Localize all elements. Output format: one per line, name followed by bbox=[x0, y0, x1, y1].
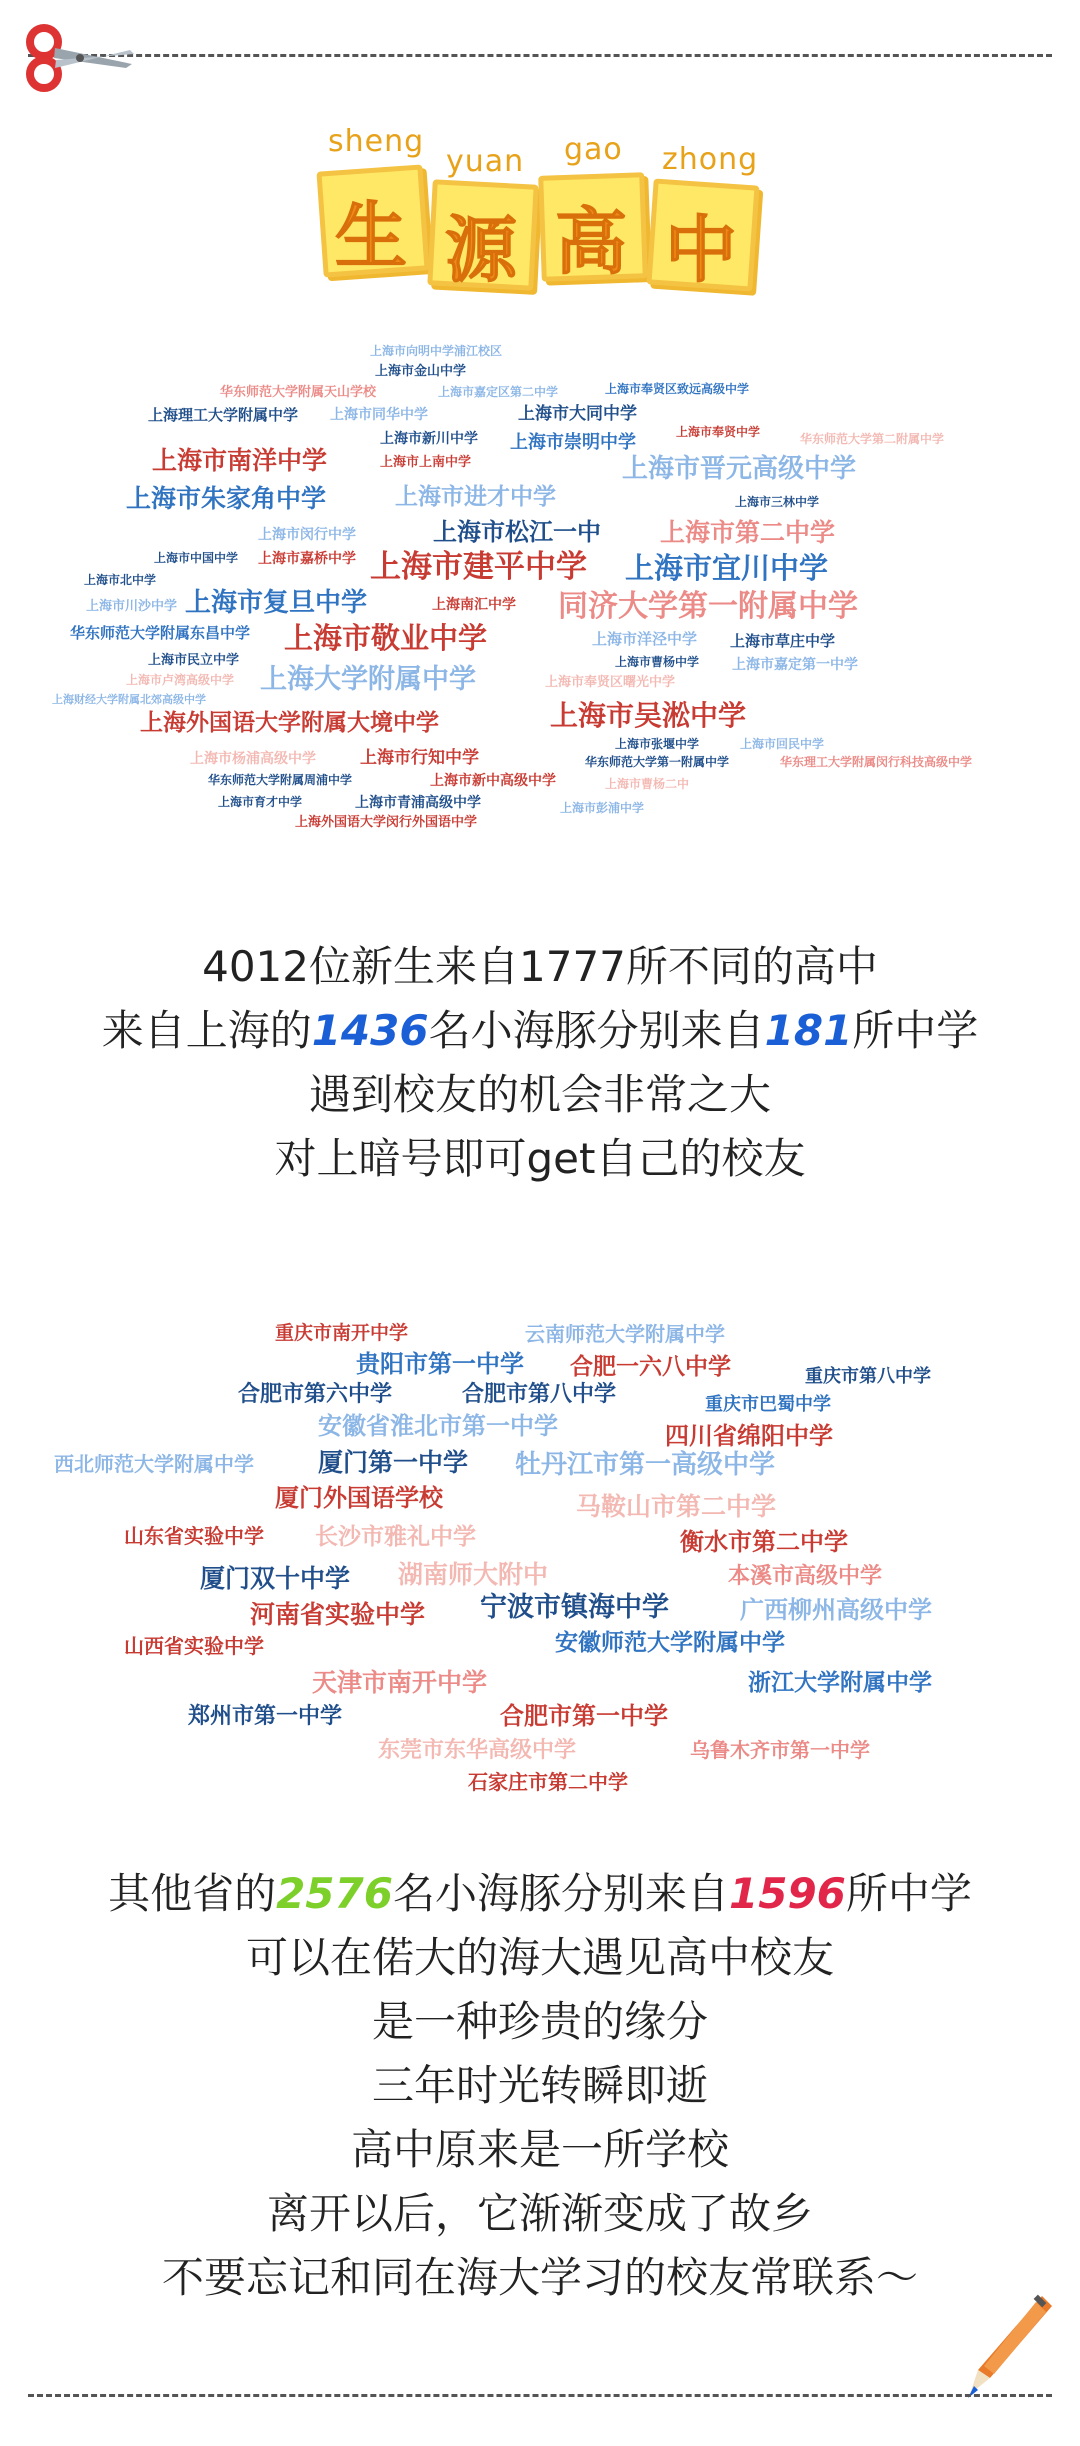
cloud-word: 上海市宜川中学 bbox=[625, 551, 829, 585]
stats-line: 高中原来是一所学校 bbox=[350, 2125, 729, 2174]
cloud-word: 四川省绵阳中学 bbox=[665, 1422, 833, 1450]
cloud-word: 湖南师大附中 bbox=[398, 1560, 549, 1589]
cloud-word: 长沙市雅礼中学 bbox=[315, 1524, 476, 1550]
stats-line: 是一种珍贵的缘分 bbox=[371, 1997, 708, 2046]
cloud-word: 上海市回民中学 bbox=[740, 737, 825, 751]
stats-line: 对上暗号即可get自己的校友 bbox=[274, 1134, 806, 1183]
title-char-3: 高 bbox=[554, 200, 627, 284]
stats-text: 名小海豚分别来自 bbox=[428, 1006, 765, 1055]
cloud-word: 华东师范大学附属天山学校 bbox=[220, 385, 377, 400]
stats-text: 名小海豚分别来自 bbox=[392, 1869, 729, 1918]
province-school-cloud bbox=[40, 1310, 1040, 1810]
cloud-word: 厦门外国语学校 bbox=[275, 1484, 443, 1512]
cloud-word: 上海市金山中学 bbox=[375, 364, 467, 379]
stats-line: 可以在偌大的海大遇见高中校友 bbox=[245, 1933, 834, 1982]
cloud-word: 上海市民立中学 bbox=[148, 653, 240, 668]
bottom-divider bbox=[28, 2394, 1052, 2397]
province-stats bbox=[0, 1862, 1080, 2310]
cloud-word: 河南省实验中学 bbox=[250, 1600, 426, 1629]
cloud-word: 上海市草庄中学 bbox=[730, 632, 836, 650]
cloud-word: 上海市大同中学 bbox=[518, 404, 637, 424]
cloud-word: 上海市向明中学浦江校区 bbox=[370, 344, 503, 358]
cloud-word: 安徽师范大学附属中学 bbox=[555, 1630, 785, 1656]
title-char-1: 生 bbox=[334, 194, 407, 278]
cloud-word: 厦门第一中学 bbox=[318, 1448, 469, 1477]
pen-icon bbox=[964, 2290, 1054, 2400]
cloud-word: 上海市奉贤区致远高级中学 bbox=[605, 382, 750, 396]
cloud-word: 上海市彭浦中学 bbox=[560, 801, 645, 815]
cloud-word: 上海市曹杨中学 bbox=[615, 655, 700, 669]
pinyin-zhong: zhong bbox=[662, 142, 759, 177]
cloud-word: 上海市晋元高级中学 bbox=[622, 454, 857, 484]
shanghai-school-cloud bbox=[40, 340, 1040, 880]
section-title bbox=[300, 120, 780, 310]
cloud-word: 合肥市第一中学 bbox=[500, 1702, 668, 1730]
cloud-word: 厦门双十中学 bbox=[200, 1564, 351, 1593]
stats-line: 离开以后，它渐渐变成了故乡 bbox=[266, 2189, 813, 2238]
cloud-word: 上海市嘉定区第二中学 bbox=[438, 385, 559, 399]
cloud-word: 上海市奉贤中学 bbox=[676, 425, 761, 439]
cloud-word: 乌鲁木齐市第一中学 bbox=[690, 1738, 870, 1762]
cloud-word: 上海市杨浦高级中学 bbox=[190, 751, 316, 767]
shanghai-schools-count: 181 bbox=[764, 1006, 853, 1055]
cloud-word: 上海市洋泾中学 bbox=[592, 630, 698, 648]
cloud-word: 华东理工大学附属闵行科技高级中学 bbox=[780, 755, 973, 769]
cloud-word: 云南师范大学附属中学 bbox=[525, 1322, 725, 1346]
cloud-word: 上海南汇中学 bbox=[432, 597, 516, 613]
cloud-word: 马鞍山市第二中学 bbox=[576, 1492, 777, 1521]
cloud-word: 上海市崇明中学 bbox=[510, 432, 636, 453]
cloud-word: 西北师范大学附属中学 bbox=[54, 1452, 254, 1476]
cloud-word: 上海市进才中学 bbox=[395, 484, 556, 510]
cloud-word: 上海市敬业中学 bbox=[284, 621, 488, 655]
cloud-word: 牡丹江市第一高级中学 bbox=[515, 1450, 776, 1480]
cloud-word: 上海市建平中学 bbox=[370, 549, 587, 585]
top-divider bbox=[28, 54, 1052, 57]
stats-line: 不要忘记和同在海大学习的校友常联系～ bbox=[161, 2253, 918, 2302]
cloud-word: 合肥市第八中学 bbox=[462, 1382, 617, 1407]
cloud-word: 上海市中国中学 bbox=[154, 551, 239, 565]
cloud-word: 上海市北中学 bbox=[84, 573, 157, 587]
cloud-word: 上海市新川中学 bbox=[380, 431, 478, 447]
cloud-word: 上海市嘉桥中学 bbox=[258, 551, 356, 567]
cloud-word: 上海市同华中学 bbox=[330, 407, 428, 423]
cloud-word: 宁波市镇海中学 bbox=[480, 1592, 669, 1623]
cloud-word: 上海市嘉定第一中学 bbox=[732, 657, 858, 673]
cloud-word: 本溪市高级中学 bbox=[728, 1564, 883, 1589]
cloud-word: 东莞市东华高级中学 bbox=[378, 1738, 577, 1763]
cloud-word: 同济大学第一附属中学 bbox=[558, 589, 858, 624]
pinyin-yuan: yuan bbox=[446, 144, 525, 179]
stats-text: 所中学 bbox=[845, 1869, 972, 1918]
cloud-word: 上海市松江一中 bbox=[433, 518, 601, 546]
cloud-word: 上海市吴淞中学 bbox=[550, 699, 747, 732]
cloud-word: 上海市卢湾高级中学 bbox=[126, 673, 235, 687]
cloud-word: 石家庄市第二中学 bbox=[468, 1770, 628, 1794]
cloud-word: 上海市三林中学 bbox=[735, 495, 820, 509]
cloud-word: 上海大学附属中学 bbox=[260, 664, 476, 695]
cloud-word: 上海市曹杨二中 bbox=[605, 777, 690, 791]
cloud-word: 上海市育才中学 bbox=[218, 795, 303, 809]
title-char-2: 源 bbox=[444, 208, 517, 292]
cloud-word: 山西省实验中学 bbox=[124, 1634, 264, 1658]
stats-text: 来自上海的 bbox=[101, 1006, 312, 1055]
cloud-word: 山东省实验中学 bbox=[124, 1524, 264, 1548]
cloud-word: 华东师范大学第一附属中学 bbox=[585, 755, 730, 769]
cloud-word: 贵阳市第一中学 bbox=[356, 1350, 524, 1378]
cloud-word: 华东师范大学第二附属中学 bbox=[800, 432, 945, 446]
cloud-word: 上海市复旦中学 bbox=[185, 588, 368, 618]
cloud-word: 上海外国语大学附属大境中学 bbox=[140, 710, 439, 736]
title-char-4: 中 bbox=[664, 208, 737, 292]
stats-line bbox=[0, 1862, 1080, 1926]
stats-line bbox=[0, 999, 1080, 1063]
pinyin-gao: gao bbox=[564, 132, 623, 167]
province-schools-count: 1596 bbox=[729, 1869, 846, 1918]
cloud-word: 郑州市第一中学 bbox=[188, 1704, 343, 1729]
cloud-word: 上海理工大学附属中学 bbox=[148, 406, 299, 424]
cloud-word: 合肥市第六中学 bbox=[238, 1382, 393, 1407]
cloud-word: 上海外国语大学闵行外国语中学 bbox=[295, 815, 478, 830]
cloud-word: 上海市奉贤区曙光中学 bbox=[545, 675, 676, 690]
cloud-word: 上海市新中高级中学 bbox=[430, 773, 556, 789]
cloud-word: 广西柳州高级中学 bbox=[740, 1596, 932, 1624]
cloud-word: 合肥一六八中学 bbox=[570, 1354, 731, 1380]
cloud-word: 重庆市南开中学 bbox=[275, 1322, 409, 1344]
cloud-word: 上海市张堰中学 bbox=[615, 737, 700, 751]
stats-line: 遇到校友的机会非常之大 bbox=[308, 1070, 771, 1119]
cloud-word: 天津市南开中学 bbox=[312, 1668, 488, 1697]
cloud-word: 上海市第二中学 bbox=[660, 518, 836, 547]
cloud-word: 重庆市第八中学 bbox=[805, 1366, 931, 1387]
cloud-word: 华东师范大学附属东昌中学 bbox=[70, 624, 251, 642]
shanghai-students-count: 1436 bbox=[311, 1006, 429, 1055]
cloud-word: 衡水市第二中学 bbox=[680, 1528, 848, 1556]
cloud-word: 上海市南洋中学 bbox=[152, 446, 328, 475]
cloud-word: 上海市闵行中学 bbox=[258, 527, 356, 543]
cloud-word: 上海市川沙中学 bbox=[86, 599, 178, 614]
cloud-word: 上海市行知中学 bbox=[360, 748, 479, 768]
cloud-word: 华东师范大学附属周浦中学 bbox=[208, 773, 353, 787]
cloud-word: 浙江大学附属中学 bbox=[748, 1670, 932, 1696]
stats-text: 其他省的 bbox=[108, 1869, 277, 1918]
province-students-count: 2576 bbox=[276, 1869, 393, 1918]
cloud-word: 上海市朱家角中学 bbox=[126, 484, 327, 513]
stats-line: 三年时光转瞬即逝 bbox=[371, 2061, 708, 2110]
cloud-word: 重庆市巴蜀中学 bbox=[705, 1394, 831, 1415]
stats-text: 所中学 bbox=[852, 1006, 979, 1055]
stats-line: 4012位新生来自1777所不同的高中 bbox=[202, 942, 878, 991]
scissors-icon bbox=[22, 22, 142, 92]
cloud-word: 上海市青浦高级中学 bbox=[355, 795, 481, 811]
pinyin-sheng: sheng bbox=[328, 124, 425, 159]
cloud-word: 安徽省淮北市第一中学 bbox=[318, 1412, 558, 1440]
cloud-word: 上海市上南中学 bbox=[380, 455, 472, 470]
cloud-word: 上海财经大学附属北郊高级中学 bbox=[52, 693, 206, 706]
shanghai-stats bbox=[0, 935, 1080, 1191]
